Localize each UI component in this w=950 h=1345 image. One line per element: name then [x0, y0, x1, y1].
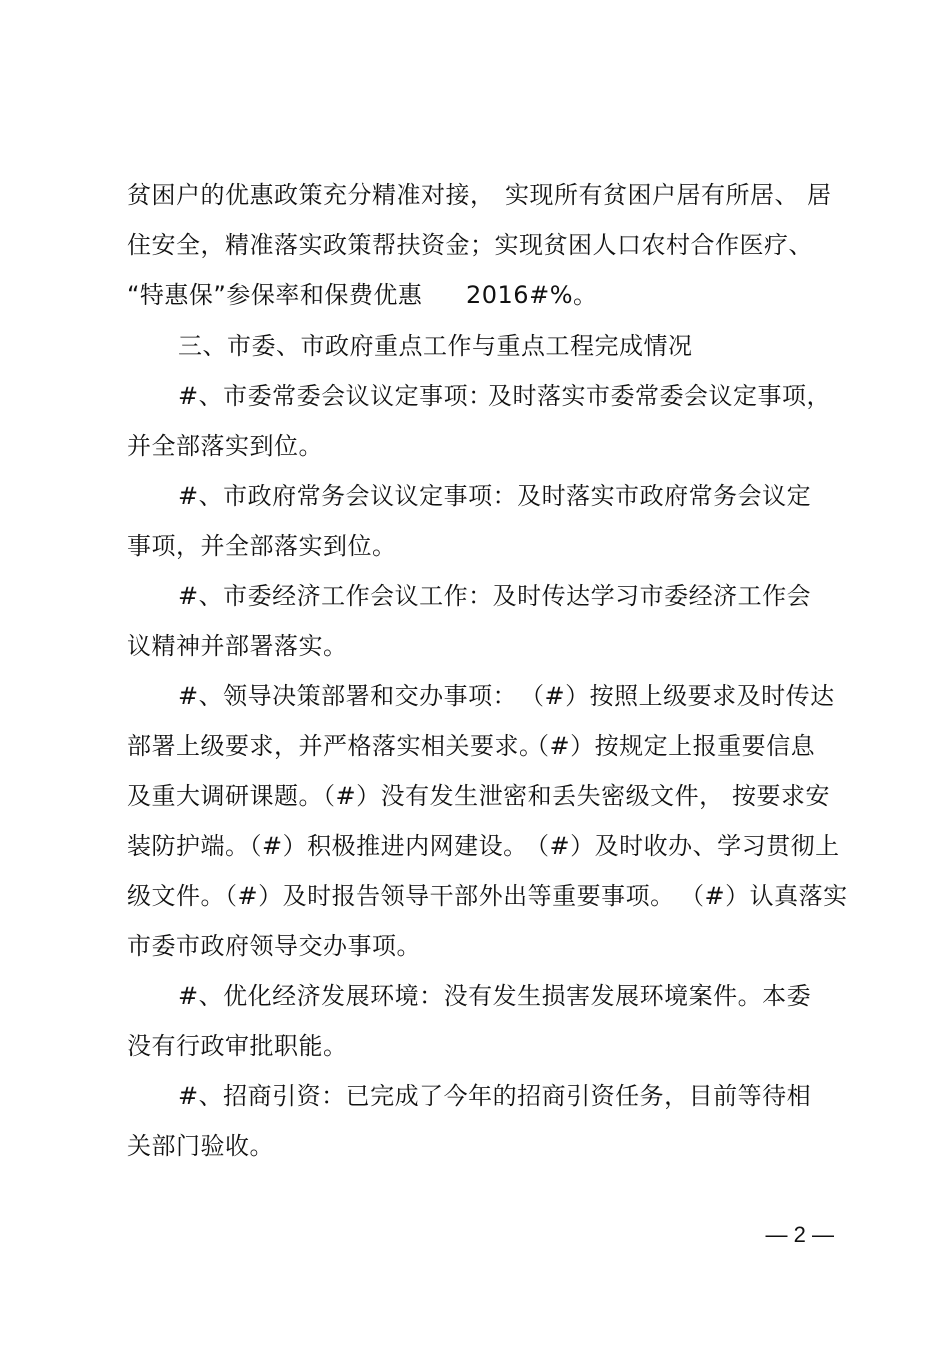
text-line: [0, 929, 950, 963]
text-line: [0, 379, 950, 413]
text-segment: 2016#%。: [466, 281, 598, 309]
text-segment: “特惠保”参保率和保费优惠: [127, 281, 423, 309]
text-segment: #、市政府常务会议议定事项：及时落实市政府常务会议定: [178, 482, 812, 510]
text-segment: 按要求安: [732, 782, 830, 810]
text-segment: 住安全，精准落实政策帮扶资金；实现贫困人口农村合作医疗、: [127, 231, 813, 259]
text-segment: 市委市政府领导交办事项。: [127, 932, 421, 960]
text-segment: 及时落实市委常委会议定事项，: [488, 382, 831, 410]
text-line: [0, 679, 950, 713]
text-segment: 并全部落实到位。: [127, 432, 323, 460]
text-line: [0, 1129, 950, 1163]
text-line: [0, 429, 950, 463]
text-segment: （#）按规定上报重要信息: [525, 732, 816, 760]
text-line: [0, 629, 950, 663]
text-segment: 贫困户的优惠政策充分精准对接，: [127, 181, 495, 209]
text-segment: 级文件。（#）及时报告领导干部外出等重要事项。: [127, 882, 675, 910]
text-segment: 没有行政审批职能。: [127, 1032, 348, 1060]
text-line: [0, 729, 950, 763]
text-segment: 三、市委、市政府重点工作与重点工程完成情况: [178, 332, 693, 360]
text-line: [0, 879, 950, 913]
text-segment: #、市委常委会议议定事项：: [178, 382, 493, 410]
text-segment: #、招商引资：已完成了今年的招商引资任务，目前等待相: [178, 1082, 812, 1110]
text-line: [0, 979, 950, 1013]
text-line: [0, 228, 950, 262]
text-line: [0, 1029, 950, 1063]
text-line: [0, 178, 950, 212]
text-segment: 居: [807, 181, 832, 209]
text-segment: 事项，并全部落实到位。: [127, 532, 397, 560]
page-number: — 2 —: [765, 1222, 834, 1247]
text-segment: #、优化经济发展环境：没有发生损害发展环境案件。本委: [178, 982, 812, 1010]
text-segment: #、领导决策部署和交办事项：: [178, 682, 518, 710]
text-segment: 及重大调研课题。（#）没有发生泄密和丢失密级文件，: [127, 782, 724, 810]
text-line: [0, 779, 950, 813]
text-segment: （#）及时收办、学习贯彻上: [525, 832, 840, 860]
text-line: [0, 1079, 950, 1113]
text-segment: 装防护端。（#）积极推进内网建设。: [127, 832, 528, 860]
text-segment: 议精神并部署落实。: [127, 632, 348, 660]
text-line: [0, 579, 950, 613]
text-segment: #、市委经济工作会议工作：及时传达学习市委经济工作会: [178, 582, 812, 610]
text-line: [0, 829, 950, 863]
text-segment: 部署上级要求，并严格落实相关要求。: [127, 732, 544, 760]
text-line: [0, 479, 950, 513]
text-line: [0, 278, 950, 312]
text-line: [0, 529, 950, 563]
text-segment: 关部门验收。: [127, 1132, 274, 1160]
text-segment: （#）认真落实: [680, 882, 848, 910]
text-segment: 实现所有贫困户居有所居、: [505, 181, 799, 209]
text-segment: （#）按照上级要求及时传达: [520, 682, 835, 710]
section-heading: [0, 329, 950, 363]
